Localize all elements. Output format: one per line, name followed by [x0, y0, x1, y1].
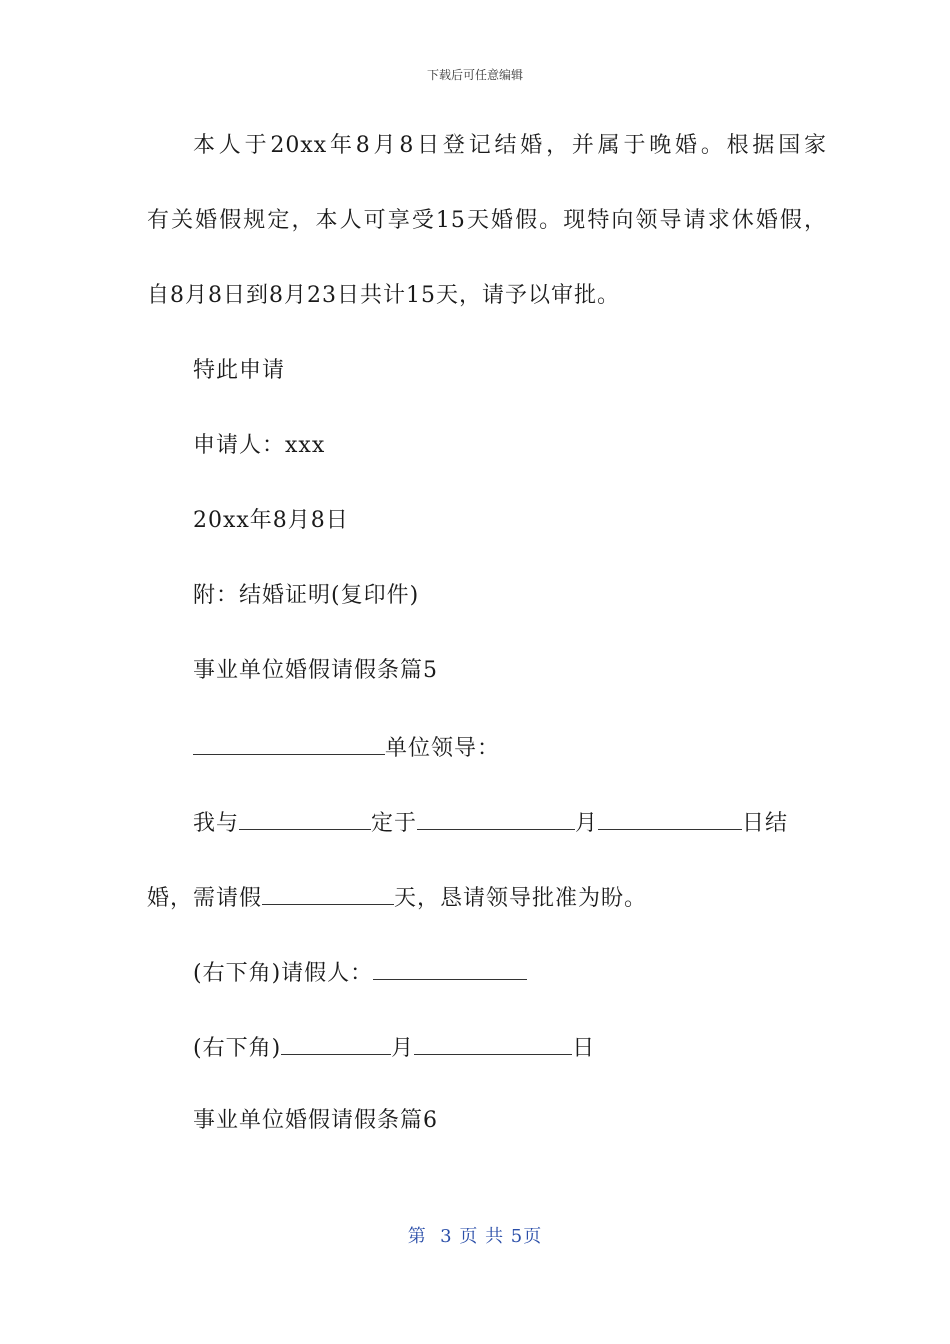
attachment-line: 附：结婚证明(复印件): [193, 583, 420, 608]
applicant-line: 申请人：xxx: [193, 433, 326, 458]
leave-text-b: 天，恳请领导批准为盼。: [394, 886, 648, 911]
body-line-1: 本人于20xx年8月8日登记结婚，并属于晚婚。根据国家: [193, 133, 827, 158]
days-blank: [262, 874, 394, 905]
section-heading-6: 事业单位婚假请假条篇6: [193, 1108, 438, 1133]
leader-suffix: 单位领导：: [385, 736, 501, 761]
body-line-2: 有关婚假规定，本人可享受15天婚假。现特向领导请求休婚假，: [147, 208, 827, 233]
leave-text-a: 婚，需请假: [147, 886, 263, 911]
marriage-text-a: 我与: [193, 811, 240, 836]
page-number-footer: 第 3 页 共 5页: [407, 1226, 543, 1247]
marriage-text-c: 月: [575, 811, 599, 836]
marriage-text-d: 日结: [742, 811, 789, 836]
body-line-3: 自8月8日到8月23日共计15天，请予以审批。: [147, 283, 620, 308]
marriage-text-b: 定于: [371, 811, 418, 836]
marriage-line: [147, 799, 827, 874]
unit-name-blank: [193, 724, 385, 755]
sign-date-line: [147, 1024, 827, 1099]
date-line: 20xx年8月8日: [193, 508, 349, 533]
date-prefix: (右下角): [193, 1036, 282, 1061]
document-body: [147, 124, 827, 1174]
month-blank: [417, 799, 575, 830]
partner-blank: [239, 799, 371, 830]
applicant-blank: [373, 949, 527, 980]
sign-month-blank: [281, 1024, 391, 1055]
day-blank: [598, 799, 742, 830]
applicant-label: (右下角)请假人：: [193, 961, 374, 986]
leader-address-line: [147, 724, 827, 799]
date-day-label: 日: [572, 1036, 596, 1061]
closing-phrase: 特此申请: [193, 358, 286, 383]
date-month-label: 月: [391, 1036, 415, 1061]
leave-days-line: [147, 874, 827, 949]
applicant-sign-line: [147, 949, 827, 1024]
page-header-note: 下载后可任意编辑: [426, 68, 523, 82]
section-heading-5: 事业单位婚假请假条篇5: [193, 658, 438, 683]
sign-day-blank: [414, 1024, 572, 1055]
